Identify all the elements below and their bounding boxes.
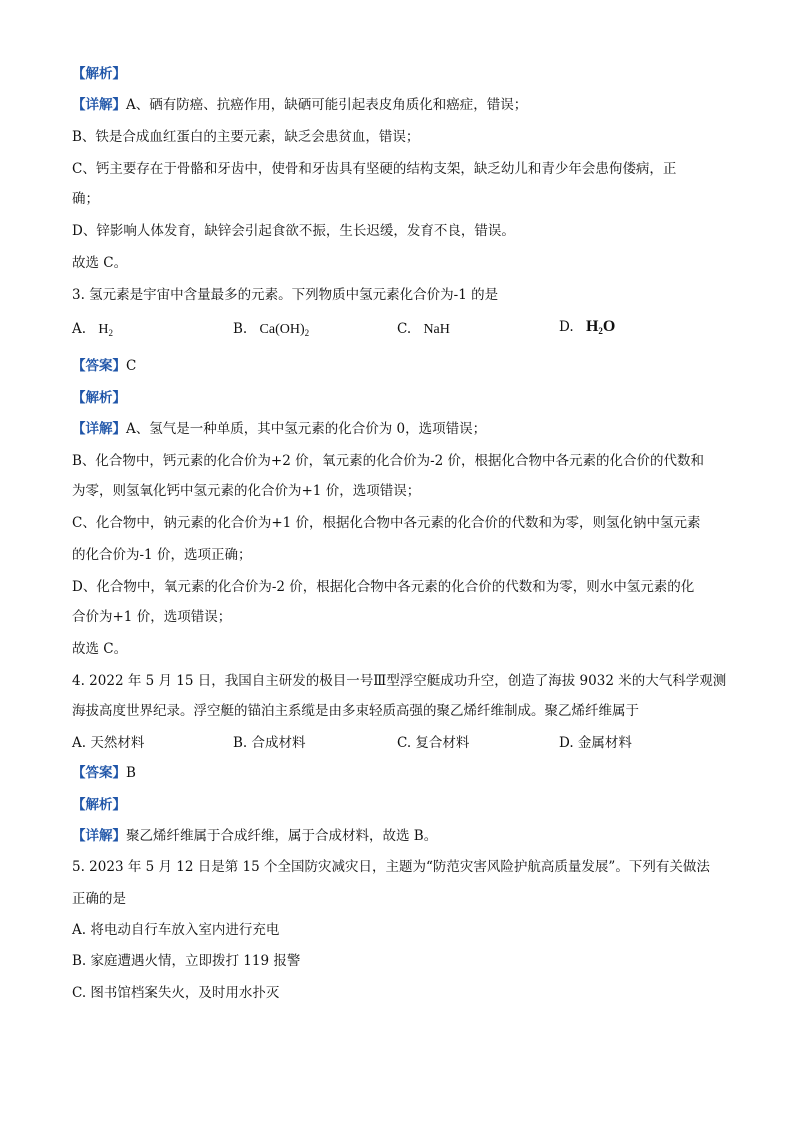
formula-nah: NaH [423, 322, 450, 337]
analysis-tag: 【解析】 [72, 390, 126, 406]
detail-line: D、锌影响人体发育，缺锌会引起食欲不振，生长迟缓，发育不良，错误。 [72, 223, 515, 239]
detail-tag: 【详解】 [72, 828, 126, 844]
detail-line [72, 419, 486, 439]
option-c-label: C. [397, 321, 412, 337]
formula-subscript: 2 [598, 326, 603, 336]
conclusion: 故选 C。 [72, 255, 128, 271]
option-d: D. 金属材料 [559, 735, 632, 751]
detail-line: 为零，则氢氧化钙中氢元素的化合价为+1 价，选项错误； [72, 483, 421, 499]
answer-value: B [126, 765, 136, 781]
question-3-stem: 3. 氢元素是宇宙中含量最多的元素。下列物质中氢元素化合价为-1 的是 [72, 287, 499, 303]
formula-main: Ca(OH) [259, 322, 305, 337]
detail-text: A、氢气是一种单质，其中氢元素的化合价为 0，选项错误； [126, 421, 487, 437]
option-b: B. 合成材料 [233, 735, 306, 751]
formula-h2o [586, 318, 615, 335]
detail-line: 的化合价为-1 价，选项正确； [72, 547, 252, 563]
detail-line: C、钙主要存在于骨骼和牙齿中，使骨和牙齿具有坚硬的结构支架，缺乏幼儿和青少年会患佝偻病，正 [72, 161, 677, 177]
answer-line [72, 763, 136, 783]
formula-main: O [602, 318, 616, 335]
conclusion: 故选 C。 [72, 641, 128, 657]
detail-text: A、硒有防癌、抗癌作用，缺硒可能引起表皮角质化和癌症，错误； [126, 97, 528, 113]
detail-line: B、化合物中，钙元素的化合价为+2 价，氧元素的化合价为-2 价，根据化合物中各元素的化合价的代数和 [72, 453, 705, 469]
analysis-tag: 【解析】 [72, 797, 126, 813]
analysis-tag: 【解析】 [72, 66, 126, 82]
detail-line: B、铁是合成血红蛋白的主要元素，缺乏会患贫血，错误； [72, 129, 420, 145]
formula-subscript: 2 [304, 328, 310, 338]
detail-line: 确； [72, 191, 99, 207]
detail-line: D、化合物中，氧元素的化合价为-2 价，根据化合物中各元素的化合价的代数和为零，则水中氢元素的化 [72, 579, 695, 595]
option-c: C. 图书馆档案失火，及时用水扑灭 [72, 985, 280, 1001]
answer-tag: 【答案】 [72, 358, 126, 374]
option-d-label: D. [559, 319, 574, 335]
answer-line [72, 356, 136, 376]
detail-line: C、化合物中，钠元素的化合价为+1 价，根据化合物中各元素的化合价的代数和为零，则氢化钠中氢元素 [72, 515, 701, 531]
option-a: A. 将电动自行车放入室内进行充电 [72, 922, 280, 938]
formula-caoh2 [260, 322, 310, 337]
question-5-stem: 正确的是 [72, 891, 126, 907]
detail-line: 合价为+1 价，选项错误； [72, 609, 232, 625]
option-d [559, 317, 615, 341]
option-b: B. 家庭遭遇火情，立即拨打 119 报警 [72, 953, 301, 969]
question-4-stem: 海拔高度世界纪录。浮空艇的锚泊主系缆是由多束轻质高强的聚乙烯纤维制成。聚乙烯纤维属于 [72, 703, 639, 719]
formula-main: H [585, 318, 599, 335]
question-4-stem: 4. 2022 年 5 月 15 日，我国自主研发的极目一号Ⅲ型浮空艇成功升空，创造了海拔 9032 米的大气科学观测 [72, 673, 727, 689]
answer-value: C [126, 358, 137, 374]
detail-line [72, 826, 437, 846]
formula-main: H [98, 322, 109, 337]
formula-h2 [98, 322, 113, 337]
formula-subscript: 2 [108, 328, 113, 338]
detail-line [72, 95, 527, 115]
answer-tag: 【答案】 [72, 765, 126, 781]
detail-tag: 【详解】 [72, 421, 126, 437]
option-c [397, 319, 450, 340]
option-b-label: B. [233, 321, 248, 337]
option-b [233, 319, 309, 343]
option-c: C. 复合材料 [397, 735, 470, 751]
option-a-label: A. [72, 321, 87, 337]
question-5-stem: 5. 2023 年 5 月 12 日是第 15 个全国防灾减灾日，主题为“防范灾害风险护航高质量发展”。下列有关做法 [72, 859, 710, 875]
option-a: A. 天然材料 [72, 735, 145, 751]
detail-tag: 【详解】 [72, 97, 126, 113]
option-a [72, 319, 113, 343]
detail-text: 聚乙烯纤维属于合成纤维，属于合成材料，故选 B。 [126, 828, 438, 844]
